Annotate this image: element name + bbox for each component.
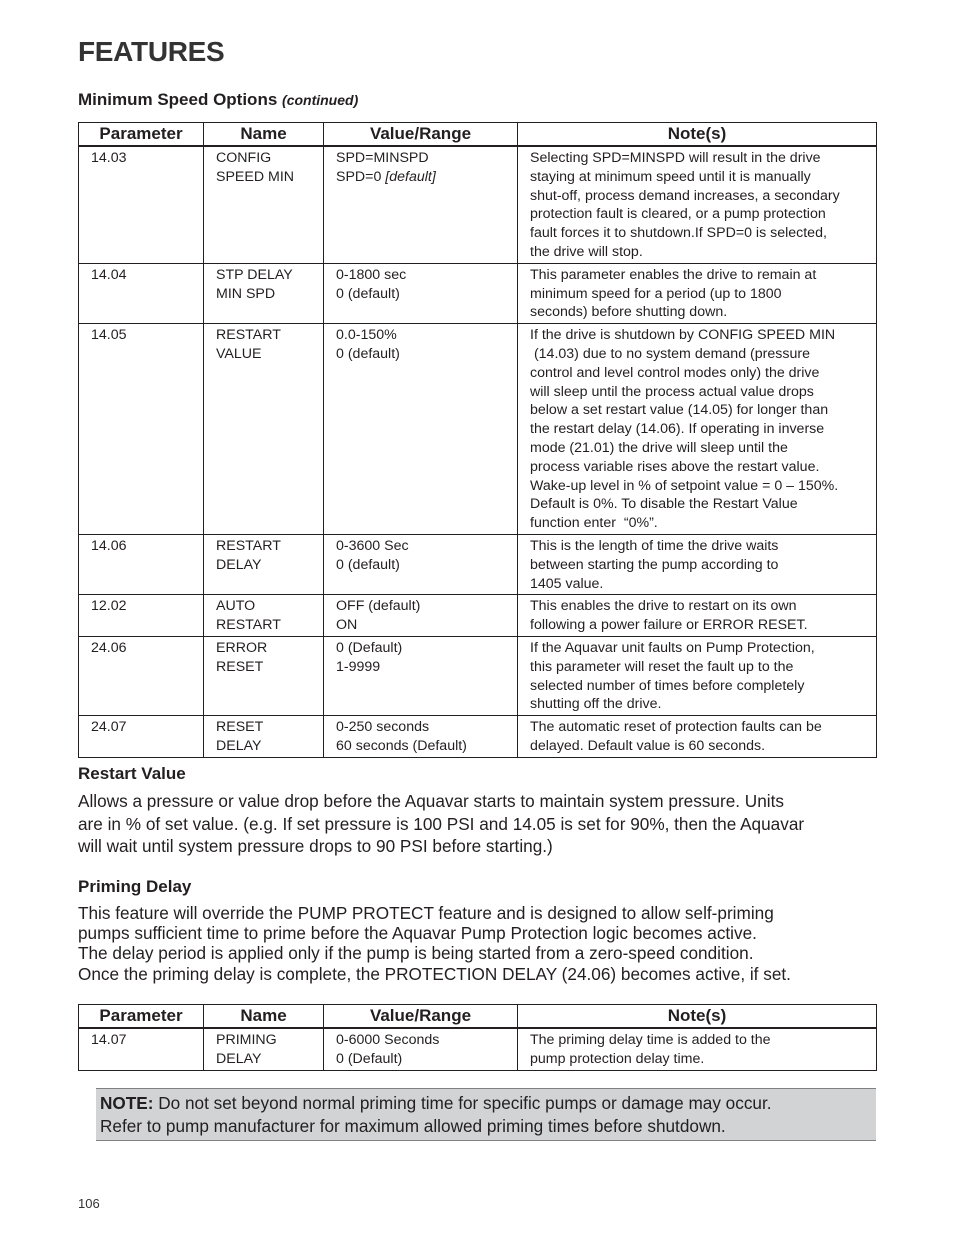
parameter-table-priming-delay <box>78 1004 877 1071</box>
table-row <box>79 263 877 323</box>
cell-line: will sleep until the process actual value drops <box>530 383 814 400</box>
cell-line: SPEED MIN <box>216 168 295 185</box>
cell-line: This is the length of time the drive waits <box>530 537 779 554</box>
cell-line: staying at minimum speed until it is manually <box>530 168 811 185</box>
cell-value-range <box>324 595 518 637</box>
cell-line: seconds) before shutting down. <box>530 304 728 321</box>
header-parameter: Parameter <box>79 123 204 147</box>
cell-line: protection fault is cleared, or a pump protection <box>530 206 826 223</box>
cell-line: This parameter enables the drive to remain at <box>530 266 817 283</box>
cell-line: 1405 value. <box>530 575 604 592</box>
table-header-row <box>79 1005 877 1029</box>
cell-line: DELAY <box>216 556 262 573</box>
table-row <box>79 1028 877 1070</box>
parameter-table-minimum-speed <box>78 122 877 758</box>
text-line: The delay period is applied only if the pump is being started from a zero-speed condition. <box>78 943 754 964</box>
cell-name <box>204 636 324 715</box>
cell-line: 0-1800 sec <box>336 266 407 283</box>
cell-line: RESTART <box>216 537 281 554</box>
cell-line: MIN SPD <box>216 285 276 302</box>
cell-line: SPD=MINSPD <box>336 150 429 166</box>
table-row <box>79 595 877 637</box>
cell-line: (14.03) due to no system demand (pressure <box>530 345 810 362</box>
section-title-text: Minimum Speed Options <box>78 90 278 109</box>
cell-name <box>204 595 324 637</box>
cell-parameter: 14.07 <box>79 1028 204 1070</box>
cell-line: control and level control modes only) the drive <box>530 364 820 381</box>
cell-notes <box>518 534 877 594</box>
cell-line: 0 (Default) <box>336 1050 403 1067</box>
cell-line: RESET <box>216 719 264 736</box>
continued-label: (continued) <box>282 92 359 108</box>
header-notes: Note(s) <box>518 123 877 147</box>
cell-name <box>204 1028 324 1070</box>
cell-line: 0.0-150% <box>336 327 397 344</box>
cell-line: the restart delay (14.06). If operating in inverse <box>530 421 825 438</box>
cell-name <box>204 324 324 535</box>
cell-value-range <box>324 146 518 263</box>
cell-name <box>204 534 324 594</box>
default-tag: [default] <box>385 168 436 185</box>
cell-parameter: 24.06 <box>79 636 204 715</box>
cell-value-text: SPD=0 <box>336 168 386 185</box>
cell-value-range <box>324 324 518 535</box>
cell-line: 0 (default) <box>336 556 400 573</box>
cell-line: between starting the pump according to <box>530 556 779 573</box>
cell-line: 1-9999 <box>336 658 381 675</box>
cell-line: Selecting SPD=MINSPD will result in the drive <box>530 150 821 166</box>
cell-line: mode (21.01) the drive will sleep until the <box>530 439 788 456</box>
cell-line: AUTO <box>216 598 256 615</box>
cell-parameter: 14.06 <box>79 534 204 594</box>
cell-line: DELAY <box>216 737 262 754</box>
table-row <box>79 636 877 715</box>
cell-line: function enter “0%”. <box>530 515 658 532</box>
header-name: Name <box>204 1005 324 1029</box>
header-notes: Note(s) <box>518 1005 877 1029</box>
cell-line: RESTART <box>216 327 281 344</box>
page-number: 106 <box>78 1196 100 1211</box>
cell-line: OFF (default) <box>336 598 421 615</box>
cell-parameter: 14.04 <box>79 263 204 323</box>
cell-line: DELAY <box>216 1050 262 1067</box>
header-name: Name <box>204 123 324 147</box>
cell-line: VALUE <box>216 345 262 362</box>
text-line: Allows a pressure or value drop before the Aquavar starts to maintain system pressure. Units <box>78 791 784 811</box>
cell-line: PRIMING <box>216 1032 277 1048</box>
restart-value-text <box>78 790 878 858</box>
cell-line: process variable rises above the restart value. <box>530 458 820 475</box>
cell-value-range <box>324 263 518 323</box>
cell-notes <box>518 595 877 637</box>
cell-line: this parameter will reset the fault up to the <box>530 658 794 675</box>
section-title-priming-delay: Priming Delay <box>78 877 192 896</box>
cell-line: If the drive is shutdown by CONFIG SPEED MIN <box>530 327 836 344</box>
page-title: FEATURES <box>78 36 225 67</box>
text-line: This feature will override the PUMP PROTECT feature and is designed to allow self-priming <box>78 903 774 923</box>
cell-line: 0 (default) <box>336 285 400 302</box>
text-line: Once the priming delay is complete, the PROTECTION DELAY (24.06) becomes active, if set. <box>78 963 791 984</box>
cell-line <box>336 168 517 187</box>
cell-line: ERROR <box>216 639 268 656</box>
cell-parameter: 14.05 <box>79 324 204 535</box>
cell-notes <box>518 636 877 715</box>
cell-line: pump protection delay time. <box>530 1050 705 1067</box>
cell-line: 0 (default) <box>336 345 400 362</box>
header-value-range: Value/Range <box>324 1005 518 1029</box>
cell-line: shutting off the drive. <box>530 696 662 713</box>
text-line: are in % of set value. (e.g. If set pressure is 100 PSI and 14.05 is set for 90%, then the Aquavar <box>78 813 805 834</box>
cell-line: delayed. Default value is 60 seconds. <box>530 737 766 754</box>
cell-line: ON <box>336 617 358 634</box>
cell-line: the drive will stop. <box>530 243 643 260</box>
cell-notes <box>518 1028 877 1070</box>
cell-name <box>204 716 324 758</box>
header-value-range: Value/Range <box>324 123 518 147</box>
cell-line: The priming delay time is added to the <box>530 1032 771 1048</box>
text-line: will wait until system pressure drops to 90 PSI before starting.) <box>78 836 553 856</box>
cell-line: CONFIG <box>216 150 272 166</box>
cell-line: selected number of times before completely <box>530 677 805 694</box>
cell-line: shut-off, process demand increases, a secondary <box>530 187 840 204</box>
note-text: Do not set beyond normal priming time for specific pumps or damage may occur. <box>153 1093 772 1113</box>
note-label: NOTE: <box>100 1093 154 1113</box>
cell-line: Wake-up level in % of setpoint value = 0 – 150%. <box>530 477 839 494</box>
cell-parameter: 12.02 <box>79 595 204 637</box>
cell-line: 0-3600 Sec <box>336 537 409 554</box>
cell-line: This enables the drive to restart on its own <box>530 598 797 615</box>
cell-parameter: 14.03 <box>79 146 204 263</box>
cell-line: following a power failure or ERROR RESET. <box>530 617 808 634</box>
cell-line: minimum speed for a period (up to 1800 <box>530 285 782 302</box>
priming-delay-text <box>78 903 878 984</box>
table-header-row <box>79 123 877 147</box>
cell-line: If the Aquavar unit faults on Pump Protection, <box>530 639 815 656</box>
cell-line: The automatic reset of protection faults can be <box>530 719 822 736</box>
cell-name <box>204 263 324 323</box>
header-parameter: Parameter <box>79 1005 204 1029</box>
table-row <box>79 716 877 758</box>
cell-line: below a set restart value (14.05) for longer than <box>530 402 829 419</box>
note-line: Refer to pump manufacturer for maximum allowed priming times before shutdown. <box>100 1115 726 1136</box>
cell-line: STP DELAY <box>216 266 293 283</box>
cell-line: 0-6000 Seconds <box>336 1032 440 1048</box>
cell-value-range <box>324 534 518 594</box>
cell-name <box>204 146 324 263</box>
note-line <box>100 1092 872 1115</box>
cell-line: 0-250 seconds <box>336 719 430 736</box>
cell-value-range <box>324 716 518 758</box>
section-title-restart-value: Restart Value <box>78 764 186 783</box>
text-line: pumps sufficient time to prime before the Aquavar Pump Protection logic becomes active. <box>78 923 757 944</box>
section-title-minimum-speed <box>78 90 358 110</box>
note-box <box>96 1088 876 1141</box>
cell-line: fault forces it to shutdown.If SPD=0 is selected, <box>530 225 827 242</box>
table-row <box>79 324 877 535</box>
cell-notes <box>518 263 877 323</box>
cell-line: RESET <box>216 658 264 675</box>
cell-value-range <box>324 636 518 715</box>
table-row <box>79 534 877 594</box>
cell-notes <box>518 146 877 263</box>
cell-line: Default is 0%. To disable the Restart Value <box>530 496 798 513</box>
cell-value-range <box>324 1028 518 1070</box>
cell-line: 60 seconds (Default) <box>336 737 467 754</box>
cell-parameter: 24.07 <box>79 716 204 758</box>
table-row <box>79 146 877 263</box>
cell-line: RESTART <box>216 617 281 634</box>
cell-line: 0 (Default) <box>336 639 403 656</box>
cell-notes <box>518 324 877 535</box>
cell-notes <box>518 716 877 758</box>
